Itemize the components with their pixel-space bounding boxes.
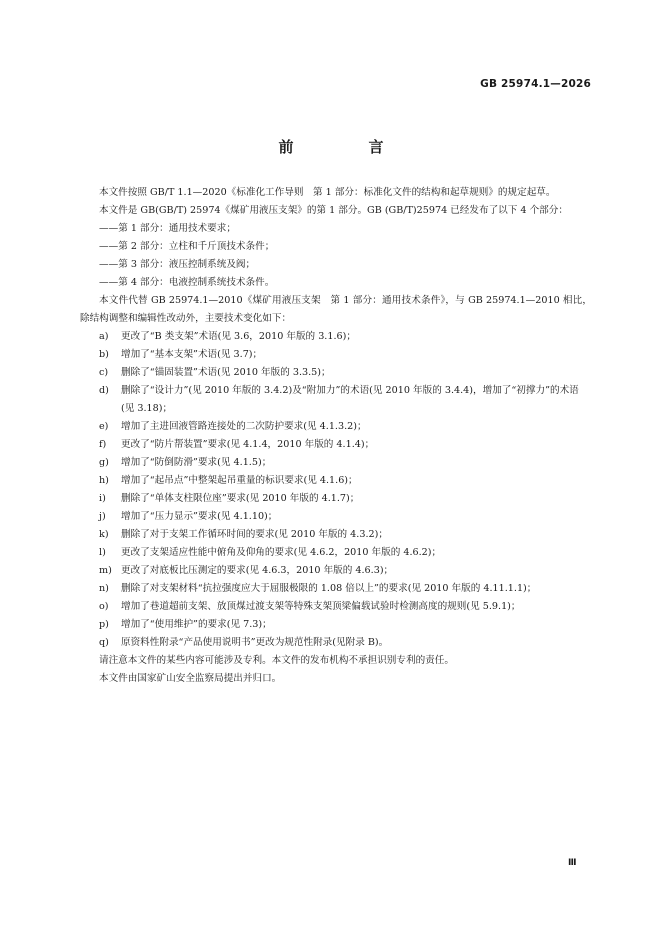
patent-notice: 请注意本文件的某些内容可能涉及专利。本文件的发布机构不承担识别专利的责任。	[99, 655, 454, 666]
list-text: 增加了“压力显示”要求(见 4.1.10)；	[121, 511, 278, 522]
part-item: ——第 3 部分：液压控制系统及阀；	[99, 259, 256, 270]
list-marker: m)	[99, 565, 112, 576]
intro-paragraph-2: 本文件是 GB(GB/T) 25974《煤矿用液压支架》的第 1 部分。GB (GB/T)25974 已经发布了以下 4 个部分：	[99, 205, 568, 216]
list-text: 增加了“起吊点”中整架起吊重量的标识要求(见 4.1.6)；	[121, 475, 358, 486]
page-title: 前 言	[278, 138, 414, 156]
list-marker: o)	[99, 601, 109, 612]
list-text: 增加了“基本支架”术语(见 3.7)；	[121, 349, 263, 360]
list-item	[80, 364, 592, 382]
page-number: Ⅲ	[568, 858, 577, 868]
list-text: 删除了“单体支柱限位座”要求(见 2010 年版的 4.1.7)；	[121, 493, 360, 504]
list-item	[80, 616, 592, 634]
list-text: 增加了“防倒防滑”要求(见 4.1.5)；	[121, 457, 272, 468]
list-marker: c)	[99, 367, 109, 378]
list-item	[80, 436, 592, 454]
list-marker: n)	[99, 583, 109, 594]
list-marker: k)	[99, 529, 109, 540]
list-text: 更改了支架适应性能中俯角及仰角的要求(见 4.6.2，2010 年版的 4.6.2)；	[121, 547, 442, 558]
list-item	[80, 508, 592, 526]
list-text: 删除了对支架材料“抗拉强度应大于屈服极限的 1.08 倍以上”的要求(见 2010 年版的 4.11.1.1)；	[121, 583, 537, 594]
list-item	[80, 454, 592, 472]
list-marker: i)	[99, 493, 106, 504]
list-item	[80, 598, 592, 616]
list-marker: b)	[99, 349, 109, 360]
list-marker: d)	[99, 385, 109, 396]
proposer-notice: 本文件由国家矿山安全监察局提出并归口。	[99, 673, 282, 684]
changes-list	[80, 328, 592, 652]
list-item	[80, 634, 592, 652]
list-marker: p)	[99, 619, 109, 630]
list-text: 增加了主进回液管路连接处的二次防护要求(见 4.1.3.2)；	[121, 421, 367, 432]
list-item	[80, 526, 592, 544]
list-text: 删除了对于支架工作循环时间的要求(见 2010 年版的 4.3.2)；	[121, 529, 388, 540]
part-item: ——第 1 部分：通用技术要求；	[99, 223, 236, 234]
standard-number: GB 25974.1—2026	[480, 78, 591, 90]
list-marker: l)	[99, 547, 106, 558]
list-text: 增加了巷道超前支架、放顶煤过渡支架等特殊支架顶梁偏载试验时检测高度的规则(见 5.9.1)；	[121, 601, 521, 612]
list-item	[80, 418, 592, 436]
list-text: 更改了对底板比压测定的要求(见 4.6.3，2010 年版的 4.6.3)；	[121, 565, 394, 576]
list-text: 增加了“使用维护”的要求(见 7.3)；	[121, 619, 272, 630]
replace-paragraph: 本文件代替 GB 25974.1—2010《煤矿用液压支架 第 1 部分：通用技术条件》，与 GB 25974.1—2010 相比，除结构调整和编辑性改动外，主要技术变化如下：	[80, 295, 592, 324]
list-item	[80, 562, 592, 580]
part-item: ——第 4 部分：电液控制系统技术条件。	[99, 277, 275, 288]
list-marker: f)	[99, 439, 107, 450]
list-item	[80, 490, 592, 508]
list-item	[80, 382, 592, 418]
list-item	[80, 544, 592, 562]
intro-paragraph-1: 本文件按照 GB/T 1.1—2020《标准化工作导则 第 1 部分：标准化文件的结构和起草规则》的规定起草。	[99, 187, 556, 198]
list-text: 删除了“锚固装置”术语(见 2010 年版的 3.3.5)；	[121, 367, 331, 378]
document-body	[80, 184, 592, 688]
list-text: 删除了“设计力”(见 2010 年版的 3.4.2)及“附加力”的术语(见 2010 年版的 3.4.4)，增加了“初撑力”的术语(见 3.18)；	[121, 385, 579, 414]
list-marker: h)	[99, 475, 109, 486]
list-marker: j)	[99, 511, 106, 522]
list-text: 原资料性附录“产品使用说明书”更改为规范性附录(见附录 B)。	[121, 637, 389, 648]
part-item: ——第 2 部分：立柱和千斤顶技术条件；	[99, 241, 275, 252]
list-marker: q)	[99, 637, 109, 648]
list-marker: a)	[99, 331, 109, 342]
list-marker: e)	[99, 421, 109, 432]
list-item	[80, 346, 592, 364]
list-text: 更改了“防片帮装置”要求(见 4.1.4，2010 年版的 4.1.4)；	[121, 439, 375, 450]
list-marker: g)	[99, 457, 109, 468]
list-item	[80, 580, 592, 598]
list-text: 更改了“B 类支架”术语(见 3.6，2010 年版的 3.1.6)；	[121, 331, 356, 342]
list-item	[80, 328, 592, 346]
list-item	[80, 472, 592, 490]
